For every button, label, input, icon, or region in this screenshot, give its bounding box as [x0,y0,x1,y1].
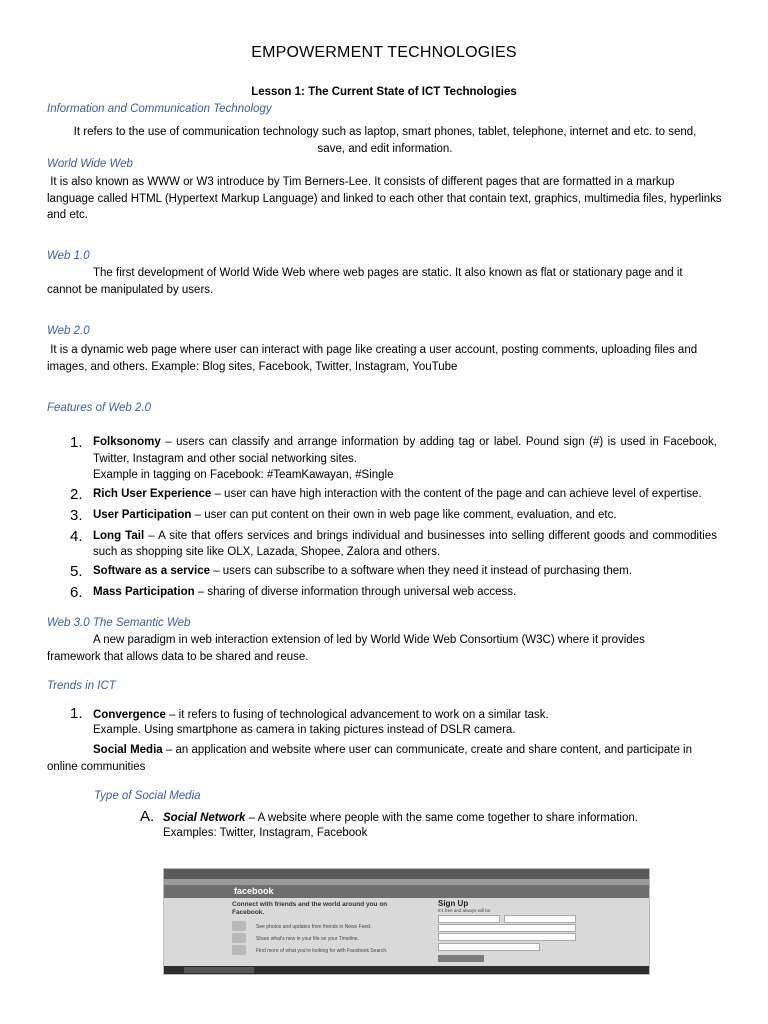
birthday-field[interactable] [438,943,540,951]
list-item [70,507,720,524]
lesson-title: Lesson 1: The Current State of ICT Technologies [251,86,517,98]
feature-text: Find more of what you're looking for with Facebook Search. [256,948,388,954]
feature-text: Share what's new in your life on your Timeline. [256,936,359,942]
social-media-text [47,742,723,775]
social-network-term: Social Network [163,812,246,824]
facebook-logo: facebook [234,886,274,896]
list-number: 6. [70,583,83,601]
list-term: Long Tail [93,529,145,542]
web3-text [47,632,723,665]
list-term: Folksonomy [93,436,161,448]
web3-text-line1: A new paradigm in web interaction extension of led by World Wide Web Consortium (W3C) where it provides [93,634,645,646]
list-item [70,528,720,561]
feature-text: See photos and updates from friends in News Feed. [256,924,372,930]
list-extra: Example in tagging on Facebook: #TeamKawayan, #Single [93,469,394,481]
trends-item-convergence [70,705,730,724]
list-number: 4. [70,527,83,545]
signup-button[interactable] [438,955,484,962]
facebook-tagline: Connect with friends and the world around you on Facebook. [232,901,388,916]
list-desc: – users can subscribe to a software when they need it instead of purchasing them. [210,564,632,577]
list-item [70,434,720,484]
password-field[interactable] [438,933,576,941]
web1-heading: Web 1.0 [47,250,90,262]
taskbar-search[interactable] [184,967,254,973]
convergence-example: Example. Using smartphone as camera in taking pictures instead of DSLR camera. [93,724,516,736]
timeline-icon [232,933,246,943]
signup-subtitle: It's free and always will be. [438,908,492,913]
feed-icon [232,921,246,931]
social-network-examples: Examples: Twitter, Instagram, Facebook [163,827,368,839]
document-title: EMPOWERMENT TECHNOLOGIES [251,44,517,61]
list-number: 1. [70,705,83,722]
ict-text-line1: It refers to the use of communication technology such as laptop, smart phones, tablet, telephone, internet and etc. to send, [73,126,697,138]
list-desc: – user can put content on their own in web page like comment, evaluation, and etc. [191,508,617,521]
web1-text-line2: cannot be manipulated by users. [47,283,214,296]
www-heading: World Wide Web [47,158,133,170]
list-number: 1. [70,434,83,451]
features-list [70,434,720,601]
facebook-screenshot [163,868,650,975]
social-media-desc: – an application and website where user can communicate, create and share content, and participate in [162,744,692,756]
list-term: Software as a service [93,564,210,577]
list-letter: A. [140,808,155,825]
list-item [70,563,720,580]
search-icon [232,945,246,955]
web2-heading: Web 2.0 [47,325,90,337]
social-types-heading: Type of Social Media [94,790,201,802]
social-network-item [140,808,740,827]
list-term: Mass Participation [93,585,195,598]
list-desc: – user can have high interaction with the content of the page and can achieve level of expertise. [211,487,702,500]
features-heading: Features of Web 2.0 [47,402,151,414]
social-media-term: Social Media [93,744,163,756]
list-item [70,486,720,503]
web1-text-line1: The first development of World Wide Web where web pages are static. It also known as flat or stationary page and it [93,267,683,279]
ict-heading: Information and Communication Technology [47,103,272,115]
list-desc: – users can classify and arrange information by adding tag or label. Pound sign (#) is used in Facebook, Twitter, Instagram and other social networking sites. [93,436,717,465]
web2-text: It is a dynamic web page where user can interact with page like creating a user account, posting comments, uploading files and images, and others. Example: Blog sites, Facebook, Twitter, Instagram, YouTube [47,344,701,373]
list-item [70,584,720,601]
list-desc: – sharing of diverse information through universal web access. [194,585,517,598]
ict-text [40,124,730,157]
list-term: User Participation [93,508,192,521]
social-network-desc: – A website where people with the same come together to share information. [245,812,638,824]
email-field[interactable] [438,924,576,932]
trends-heading: Trends in ICT [47,680,116,692]
list-number: 5. [70,562,83,580]
convergence-term: Convergence [93,709,166,721]
www-text: It is also known as WWW or W3 introduce by Tim Berners-Lee. It consists of different pages that are formatted in a markup language called HTML (Hypertext Markup Language) and linked to each other that contain text, graphics, multimedia files, hyperlinks and etc. [47,176,725,221]
browser-tabbar [164,869,649,879]
list-term: Rich User Experience [93,487,212,500]
web3-text-line2: framework that allows data to be shared and reuse. [47,650,309,663]
list-desc: – A site that offers services and brings individual and businesses into selling different goods and commodities such as shopping site like OLX, Lazada, Shopee, Zalora and others. [93,529,717,558]
ict-text-line2: save, and edit information. [317,142,453,155]
signup-title: Sign Up [438,899,469,908]
first-name-field[interactable] [438,915,500,923]
last-name-field[interactable] [504,915,576,923]
web3-heading: Web 3.0 The Semantic Web [47,617,191,629]
social-media-desc-line2: online communities [47,760,146,773]
list-number: 3. [70,506,83,524]
web1-text [47,265,723,298]
convergence-desc: – it refers to fusing of technological advancement to work on a similar task. [165,709,549,721]
list-number: 2. [70,485,83,503]
